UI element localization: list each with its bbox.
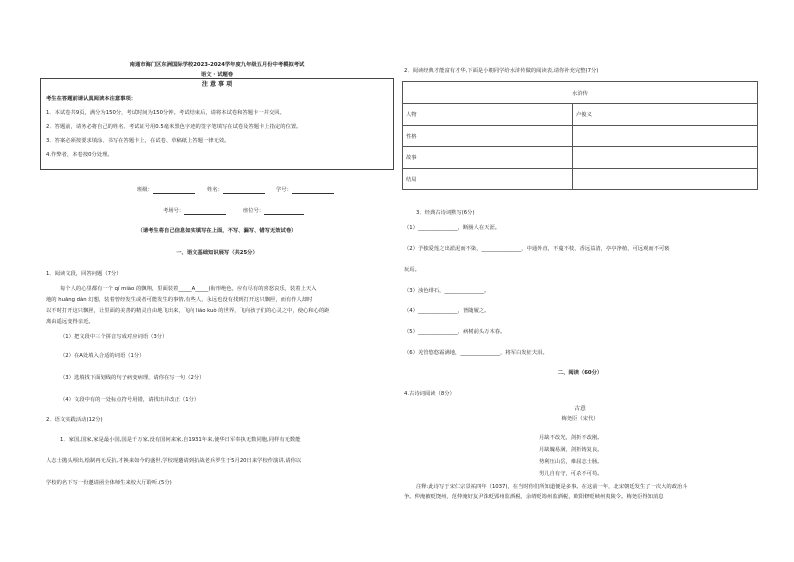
section-two-heading: 二、阅读（60分）	[557, 370, 603, 376]
poem-line: 男儿自有守，可杀不可苟。	[539, 471, 603, 477]
table-cell: 人物	[403, 104, 573, 126]
question-3-title: 3．经典古诗词默写(6分)	[416, 210, 475, 216]
recite-line: （6）羌管悠悠霜满地，_______________，将军白发征夫泪。	[404, 350, 548, 356]
passage-line: 每个人的心里都有一个 qí miào 的飘翔，里面装着_____A_____(衔形绝色，应有尽有的喜怒哀乐，装着上天入	[60, 286, 317, 292]
table-cell[interactable]	[573, 168, 758, 190]
recite-line: （1）_______________，断肠人在天涯。	[404, 225, 501, 231]
recite-line: （3）浊色绯石，_______________。	[404, 288, 490, 294]
passage-line: 离由遥远变得亲近。	[46, 319, 94, 325]
right-column	[402, 0, 758, 562]
table-cell: 故事	[403, 147, 573, 169]
recite-line: （4）_______________，皆随履之。	[404, 308, 490, 314]
recite-line: （5）_______________，病树前头万木春。	[404, 329, 506, 335]
table-cell: 性格	[403, 125, 573, 147]
sub-question: （4）文段中有的一处标点符号用错，请找出并改正（1分）	[60, 397, 200, 403]
notice-heading: 注 意 事 项	[201, 81, 233, 88]
poem-line: 势利压山岳，难屈志士肠。	[539, 459, 603, 465]
table-row	[403, 147, 758, 169]
notice-item: 2．答题前，请务必将自己的姓名、考试证号用0.5毫米黑色字迹的签字笔填写在试卷及答题卡上指定的位置。	[46, 124, 302, 130]
seat-field[interactable]: 座位号：	[243, 208, 304, 215]
poem-title: 古意	[574, 406, 586, 412]
table-cell[interactable]	[573, 125, 758, 147]
notice-item: 1．本试卷共9页，满分为150分，考试时间为150分钟。考试结束后，请将本试卷和答题卡一并交回。	[46, 110, 285, 116]
table-cell: 卢俊义	[573, 104, 758, 126]
passage-line: 地的 huāng dàn 幻想，装着曾经发生或者可能发生的事情,有些人，永远也没有找到打开这只飘匣，而有作人却时	[46, 297, 313, 303]
exam-subtitle: 语文 · 试题卷	[200, 72, 234, 78]
poem-line: 月缺不改光，剑折不改刚。	[539, 435, 603, 441]
table-cell: 结局	[403, 168, 573, 190]
notice-item: 3．答案必须按要求填涂、书写在答题卡上，在试卷、草稿纸上答题一律无效。	[46, 138, 230, 144]
poem-author: 梅尧臣（宋代）	[561, 416, 599, 422]
room-field[interactable]: 考场号：	[163, 208, 226, 215]
sub-question: （2）在A处填入合适的词语（1分）	[60, 353, 145, 359]
poem-line: 月缺魄易满，剑折铸复良。	[539, 447, 603, 453]
table-row	[403, 168, 758, 190]
student-id-field[interactable]: 学号：	[276, 187, 334, 194]
warning-note: （请考生将自己信息如实填写在上面，不写、漏写、错写无效试卷）	[137, 228, 297, 234]
question-1-title: 1．阅读文段，回答问题（7分）	[46, 271, 122, 277]
passage-line: 以不时打开这只飘匣，让里面的美善的精灵自由地飞出来，飞向 liáo kuò 的世界，飞向孩子们的心灵之中，使心和心的距	[46, 308, 330, 314]
table-cell[interactable]	[573, 147, 758, 169]
exam-title: 南通市海门区东洲国际学校2023-2024学年度九年级五月份中考模拟考试	[129, 62, 305, 68]
question-4-title: 4.古诗词阅读（8分）	[404, 391, 455, 397]
sub-question: （3）选填找下面划线的句子病变病理，请你在写一句（2分）	[60, 375, 205, 381]
sub-question: （1）把文段中三个拼音写成对应词语（3分）	[60, 334, 168, 340]
name-field[interactable]: 姓名：	[207, 187, 265, 194]
table-title: 水浒传	[403, 82, 758, 104]
section-one-heading: 一、语文基础知识展写（共25分）	[176, 250, 258, 256]
recite-line: （2）予独爱莲之出淤泥而不染，_______________，中通外直，不蔓不枝，香远益清，亭亭净植，可远观而不可亵	[404, 246, 670, 252]
notice-intro: 考生在答题前请认真阅读本注意事项：	[46, 96, 137, 102]
practice-line: 人志士抛头颅出,绘制再无反抗,才换来如今的盛世,学校现邀请到抗战老兵罗生于5月20日来学校作演讲,请你以	[46, 458, 302, 464]
reading-table	[402, 81, 758, 190]
notice-item: 4.作弊者，本卷按0分处理。	[46, 152, 113, 158]
reading-table-question: 2．阅读经典才能富有才华,下面是小朝同学给水浒传做的阅读表,请你补充完整(7分)	[404, 68, 599, 74]
practice-line: 1．家国,国家,家是最小国,国是千万家,没有国何来家,自1931年来,使华日军奉执无数同胞,同样有无数能	[60, 437, 301, 443]
table-row	[403, 104, 758, 126]
class-field[interactable]: 班级：	[137, 187, 195, 194]
recite-line: 玩焉。	[404, 267, 420, 273]
practice-line: 学校的名下写一份邀请函全体师生来校大厅聆听.(5分)	[46, 480, 172, 486]
poem-note: 注释:此诗写于宋仁宗景祐四年（1037)，在当时你们所知道便是多事。在这前一年，北宋朝廷发生了一次大的政治斗	[416, 484, 688, 490]
table-row	[403, 125, 758, 147]
poem-note: 争。仲淹被贬饶州，范仲淹好友尹洙贬郢州监酒税，余靖贬筠州监酒税，欧阳修贬峡州夷陵令。梅尧臣得知消息	[404, 494, 664, 500]
question-2-title: 2．语文实践活动(12分)	[46, 417, 103, 423]
